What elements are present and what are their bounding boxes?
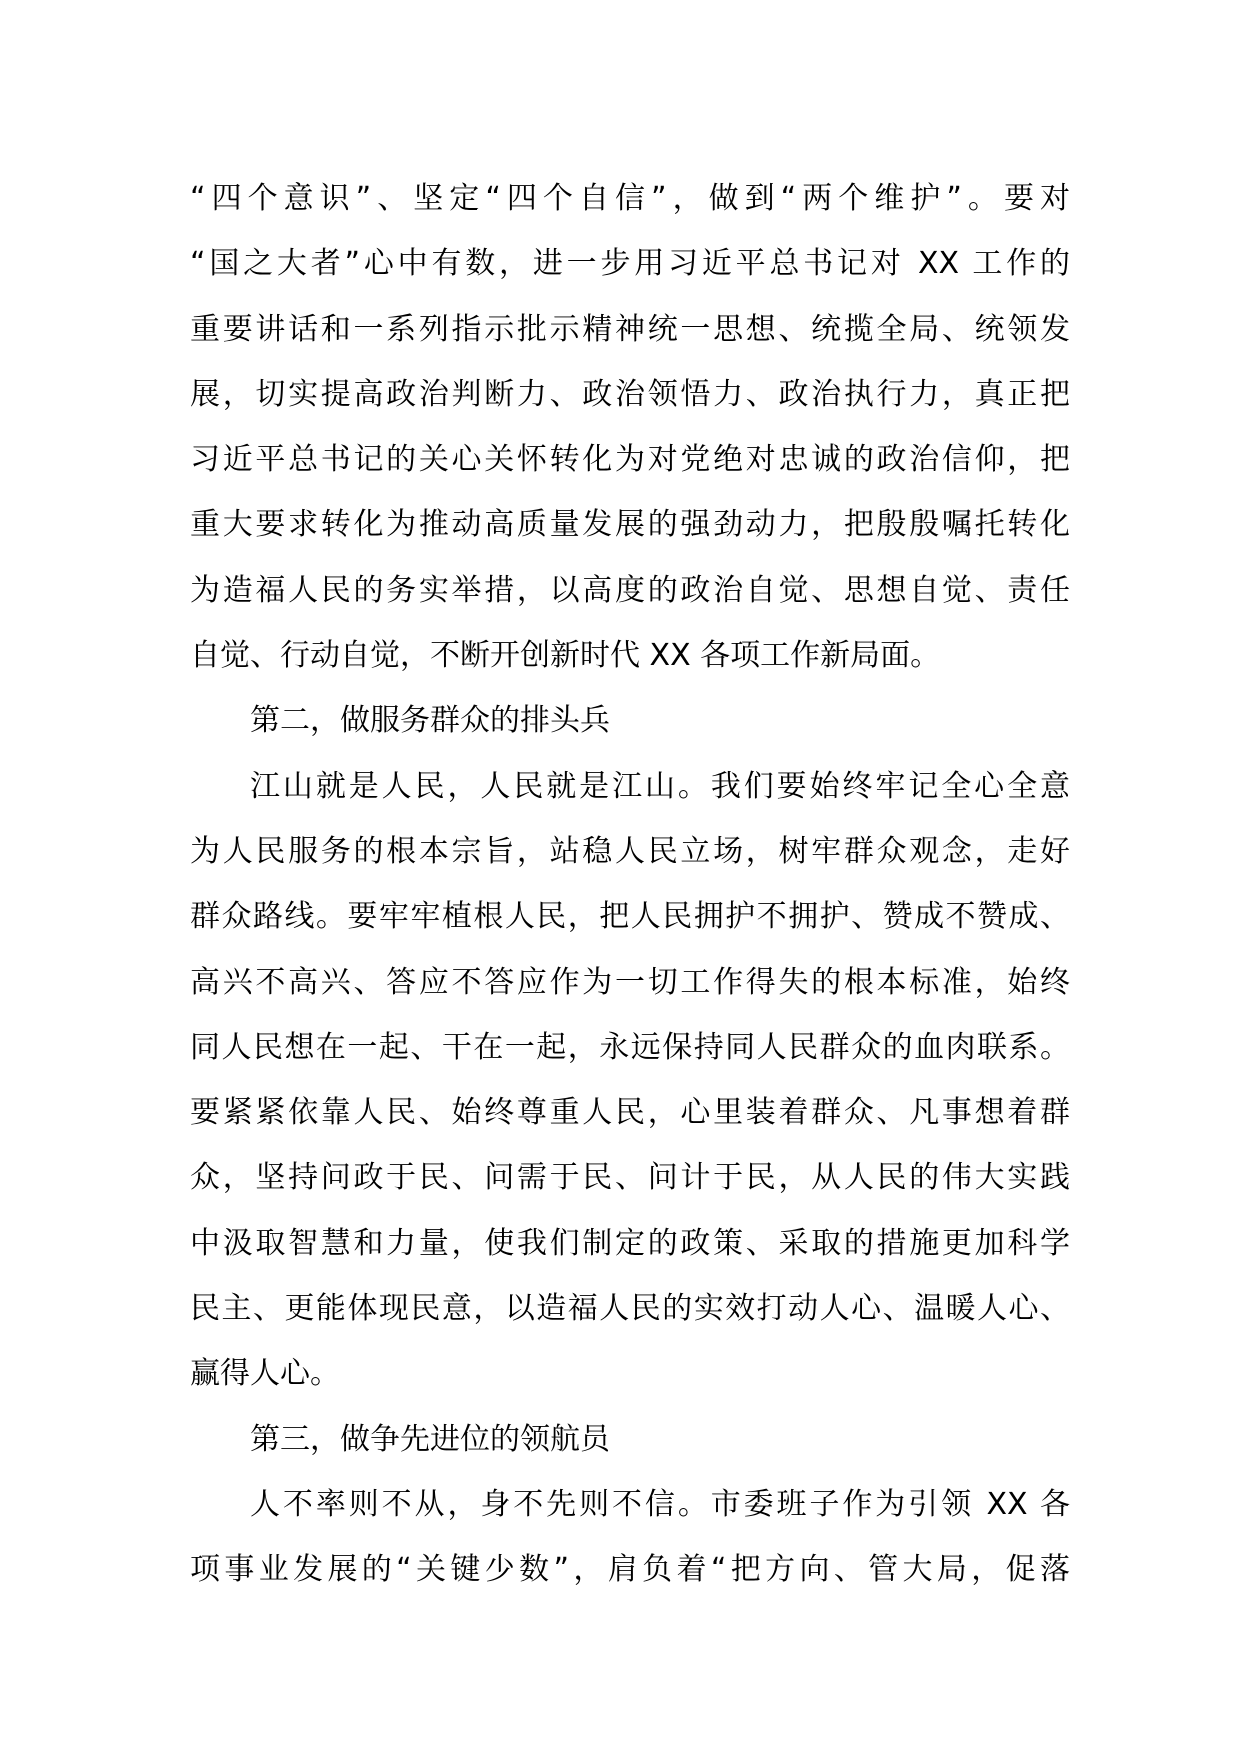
text-line: “四个意识”、坚定“四个自信”，做到“两个维护”。要对 [190, 181, 1070, 216]
text-line: “国之大者”心中有数，进一步用习近平总书记对 XX 工作的 [190, 246, 1070, 282]
text-line: 重要讲话和一系列指示批示精神统一思想、统揽全局、统领发 [190, 311, 1070, 347]
paragraph-first-line: 江山就是人民，人民就是江山。我们要始终牢记全心全意 [250, 768, 1070, 804]
paragraph-first-line: 人不率则不从，身不先则不信。市委班子作为引领 XX 各 [250, 1486, 1070, 1522]
text-line: 群众路线。要牢牢植根人民，把人民拥护不拥护、赞成不赞成、 [190, 899, 1070, 935]
text-line: 众，坚持问政于民、问需于民、问计于民，从人民的伟大实践 [190, 1160, 1070, 1196]
text-line: 同人民想在一起、干在一起，永远保持同人民群众的血肉联系。 [190, 1029, 1070, 1065]
text-line: 重大要求转化为推动高质量发展的强劲动力，把殷殷嘱托转化 [190, 507, 1070, 543]
text-line: 习近平总书记的关心关怀转化为对党绝对忠诚的政治信仰，把 [190, 442, 1070, 478]
text-line: 为人民服务的根本宗旨，站稳人民立场，树牢群众观念，走好 [190, 833, 1070, 869]
text-line: 项事业发展的“关键少数”，肩负着“把方向、管大局，促落 [190, 1552, 1070, 1588]
text-line: 高兴不高兴、答应不答应作为一切工作得失的根本标准，始终 [190, 964, 1070, 1000]
document-body [190, 166, 1070, 1603]
text-line: 自觉、行动自觉，不断开创新时代 XX 各项工作新局面。 [190, 638, 941, 674]
text-line: 中汲取智慧和力量，使我们制定的政策、采取的措施更加科学 [190, 1225, 1070, 1261]
text-line: 要紧紧依靠人民、始终尊重人民，心里装着群众、凡事想着群 [190, 1095, 1070, 1131]
text-line: 赢得人心。 [190, 1356, 340, 1392]
section-heading: 第二，做服务群众的排头兵 [250, 703, 610, 739]
text-line: 为造福人民的务实举措，以高度的政治自觉、思想自觉、责任 [190, 572, 1070, 608]
text-line: 民主、更能体现民意，以造福人民的实效打动人心、温暖人心、 [190, 1291, 1070, 1327]
text-line: 展，切实提高政治判断力、政治领悟力、政治执行力，真正把 [190, 376, 1070, 412]
section-heading: 第三，做争先进位的领航员 [250, 1421, 610, 1457]
